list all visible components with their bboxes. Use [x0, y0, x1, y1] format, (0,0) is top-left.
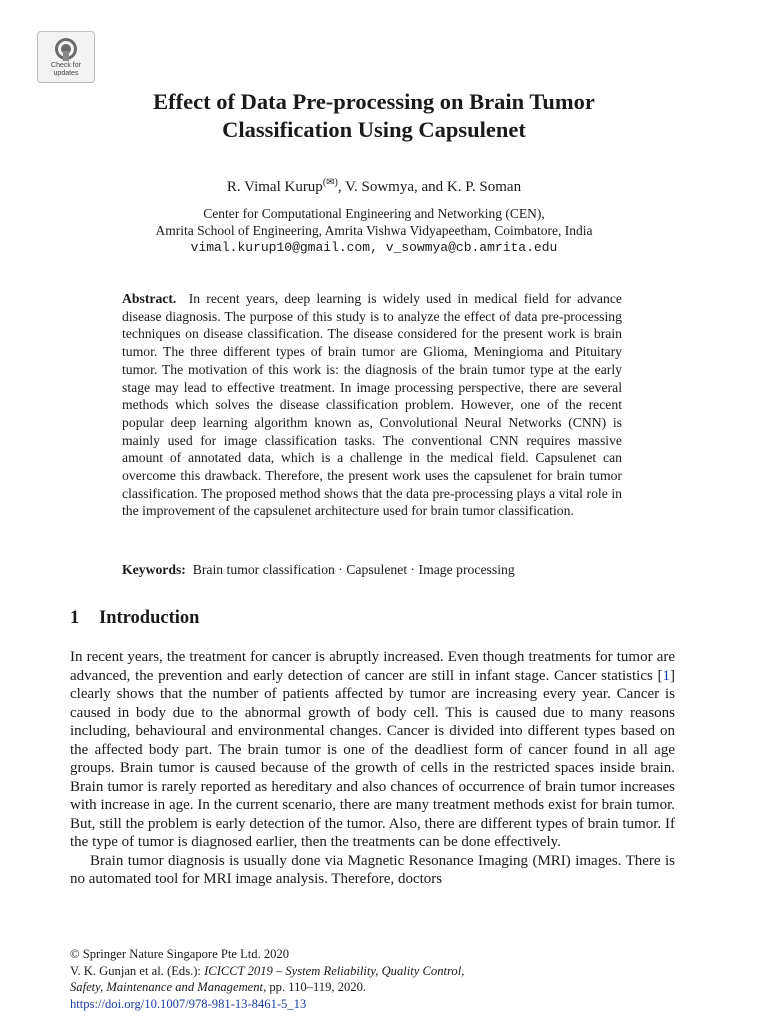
intro-text: In recent years, the treatment for cancer is abruptly increased. Even though treatments for tumor are advanced, the prevention and early detection of cancer are still in infant stage. Cancer statistics [: [70, 649, 675, 684]
publication-footer: [70, 946, 464, 1012]
keywords-label: Keywords:: [122, 562, 186, 577]
abstract-text: In recent years, deep learning is widely used in medical field for advance disease diagnosis. The purpose of this study is to analyze the effect of data pre-processing techniques on disease classification. The disease considered for the present work is brain tumor. The three different types of brain tumor are Glioma, Meningioma and Pituitary tumor. The motivation of this work is: the diagnosis of the brain tumor type at the early stage may lead to effective treatment. In image processing perspective, there are several methods which solves the disease classification problem. However, one of the recent popular deep learning algorithm known as, Convolutional Neural Networks (CNN) is mainly used for image classification tasks. The conventional CNN requires massive amount of annotated data, which is a challenge in the medical field. Capsulenet can overcome this drawback. Therefore, the present work uses the capsulenet for brain tumor classification. The proposed method shows that the data pre-processing plays a vital role in the improvement of the capsulenet architecture used for brain tumor classification.: [122, 291, 622, 519]
crossmark-icon: [54, 37, 78, 61]
author-first: R. Vimal Kurup: [226, 179, 323, 195]
doi-link[interactable]: https://doi.org/10.1007/978-981-13-8461-5_13: [70, 996, 307, 1011]
intro-text: ] clearly shows that the number of patients affected by tumor are increasing every year. Cancer is caused in body due to the abnormal growth of body cell. This is caused due to many reasons including, behavioural and environmental changes. Cancer is divided into different types based on the affected body part. The brain tumor is one of the deadliest form of cancer found in all age groups. Brain tumor is caused because of the growth of cells in the restricted spaces inside brain. Brain tumor is rarely reported as hereditary and also chances of occurrence of brain tumor increases with increase in age. In the current scenario, there are many treatment methods exist for brain tumor. But, still the problem is early detection of the tumor. Also, there are different types of brain tumor. If the type of tumor is diagnosed earlier, then the treatments can be done effectively.: [70, 667, 675, 850]
author-rest: , V. Sowmya, and K. P. Soman: [337, 179, 522, 195]
affiliation-line-1: Center for Computational Engineering and Networking (CEN),: [203, 206, 545, 221]
citation-pages: , pp. 110–119, 2020.: [263, 980, 367, 994]
citation-book-title-1: ICICCT 2019 – System Reliability, Quality Control,: [204, 963, 465, 978]
keyword-item: Image processing: [418, 562, 515, 577]
citation-line-2: [70, 979, 464, 996]
abstract-label: Abstract.: [122, 291, 177, 306]
section-heading: [70, 606, 199, 630]
keyword-separator: ·: [407, 562, 419, 577]
keyword-item: Brain tumor classification: [192, 562, 335, 577]
badge-label: [51, 62, 81, 77]
badge-line-1: Check for: [51, 62, 81, 69]
abstract: [122, 290, 622, 520]
copyright-line: © Springer Nature Singapore Pte Ltd. 2020: [70, 947, 290, 961]
citation-line-1: [70, 963, 464, 980]
intro-paragraph-2: Brain tumor diagnosis is usually done via Magnetic Resonance Imaging (MRI) images. There is no automated tool for MRI image analysis. Therefore, doctors: [70, 852, 675, 887]
introduction-body: [70, 648, 675, 889]
section-number: 1: [70, 608, 80, 628]
title-line-1: Effect of Data Pre-processing on Brain Tumor: [153, 89, 595, 114]
check-for-updates-badge[interactable]: [37, 31, 95, 83]
keyword-separator: ·: [334, 562, 347, 577]
keywords: [122, 561, 642, 579]
keyword-item: Capsulenet: [346, 562, 408, 577]
author-emails[interactable]: vimal.kurup10@gmail.com, v_sowmya@cb.amrita.edu: [190, 240, 558, 255]
badge-line-2: updates: [53, 69, 79, 77]
citation-editors: V. K. Gunjan et al. (Eds.):: [70, 963, 205, 978]
paper-title: [60, 88, 688, 144]
affiliation-line-2: Amrita School of Engineering, Amrita Vishwa Vidyapeetham, Coimbatore, India: [155, 223, 593, 238]
citation-link[interactable]: 1: [662, 667, 670, 684]
intro-paragraph-1: [70, 648, 675, 852]
title-line-2: Classification Using Capsulenet: [222, 117, 526, 142]
section-title: Introduction: [99, 608, 200, 628]
corresponding-author-mark: (✉): [322, 177, 338, 188]
citation-book-title-2: Safety, Maintenance and Management: [70, 980, 264, 994]
affiliation: [60, 205, 688, 256]
author-list: [60, 173, 688, 197]
